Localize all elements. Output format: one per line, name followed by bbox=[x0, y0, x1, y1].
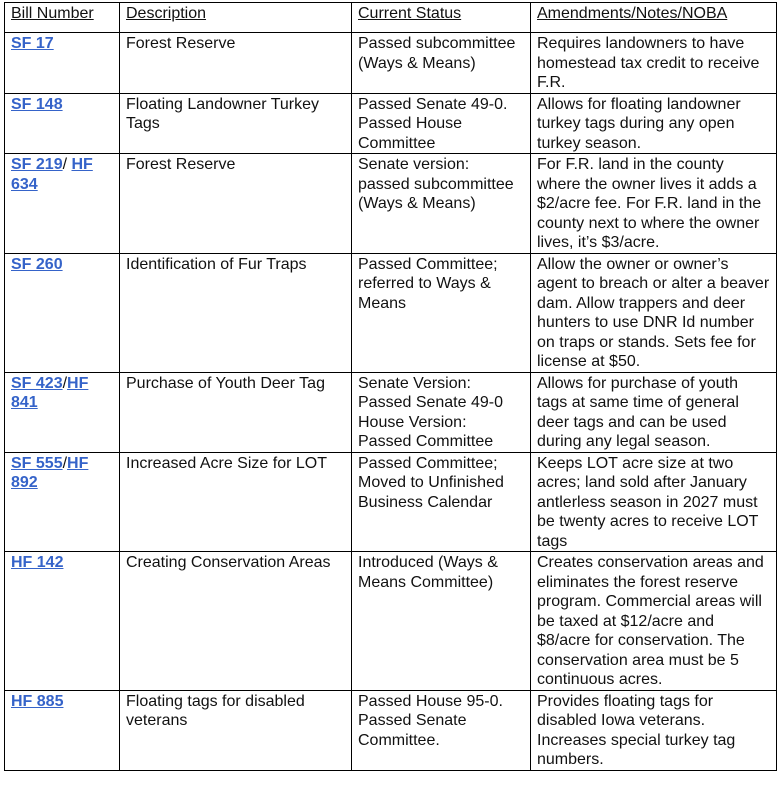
table-row bbox=[5, 690, 777, 770]
bill-link[interactable]: SF 219 bbox=[11, 156, 63, 173]
bill-separator: / bbox=[62, 454, 68, 472]
header-bill-number: Bill Number bbox=[5, 3, 120, 33]
header-current-status: Current Status bbox=[352, 3, 531, 33]
bill-link[interactable]: SF 260 bbox=[11, 255, 63, 273]
notes-cell: Allows for floating landowner turkey tags during any open turkey season. bbox=[531, 93, 777, 154]
description-cell: Increased Acre Size for LOT bbox=[120, 452, 352, 552]
status-cell: Senate version: passed subcommittee (Ways & Means) bbox=[352, 154, 531, 254]
bill-number-cell bbox=[5, 690, 120, 770]
notes-cell: Allow the owner or owner’s agent to breach or alter a beaver dam. Allow trappers and deer hunters to use DNR Id number on traps or stands. Sets fee for license at $50. bbox=[531, 253, 777, 372]
description-cell: Forest Reserve bbox=[120, 33, 352, 94]
bill-number-cell bbox=[5, 33, 120, 94]
bill-link[interactable]: SF 423 bbox=[11, 374, 63, 392]
bill-number-cell bbox=[5, 253, 120, 372]
status-cell: Passed Committee; Moved to Unfinished Business Calendar bbox=[352, 452, 531, 552]
table-row bbox=[5, 253, 777, 372]
status-cell: Passed Committee; referred to Ways & Means bbox=[352, 253, 531, 372]
bill-number-cell bbox=[5, 452, 120, 552]
header-notes: Amendments/Notes/NOBA bbox=[531, 3, 777, 33]
notes-cell: Keeps LOT acre size at two acres; land sold after January antlerless season in 2027 must be twenty acres to receive LOT tags bbox=[531, 452, 777, 552]
bill-link[interactable]: SF 148 bbox=[11, 95, 63, 113]
bill-link[interactable]: HF 885 bbox=[11, 692, 64, 710]
description-cell: Identification of Fur Traps bbox=[120, 253, 352, 372]
notes-cell: For F.R. land in the county where the owner lives it adds a $2/acre fee. For F.R. land in the county next to where the owner lives, it’s $3/acre. bbox=[531, 154, 777, 254]
status-cell: Passed subcommittee (Ways & Means) bbox=[352, 33, 531, 94]
bill-separator: / bbox=[62, 156, 72, 173]
table-row bbox=[5, 33, 777, 94]
description-cell: Floating tags for disabled veterans bbox=[120, 690, 352, 770]
bill-link[interactable]: HF 892 bbox=[11, 454, 89, 491]
notes-cell: Creates conservation areas and eliminates the forest reserve program. Commercial areas will be taxed at $12/acre and $8/acre for conservation. The conservation area must be 5 continuous acres. bbox=[531, 552, 777, 691]
description-cell: Creating Conservation Areas bbox=[120, 552, 352, 691]
bill-number-cell bbox=[5, 93, 120, 154]
table-row bbox=[5, 372, 777, 452]
header-description: Description bbox=[120, 3, 352, 33]
notes-cell: Provides floating tags for disabled Iowa veterans. Increases special turkey tag numbers. bbox=[531, 690, 777, 770]
status-cell: Passed Senate 49-0. Passed House Committee bbox=[352, 93, 531, 154]
bill-link[interactable]: SF 17 bbox=[11, 35, 54, 52]
notes-cell: Requires landowners to have homestead tax credit to receive F.R. bbox=[531, 33, 777, 94]
table-row bbox=[5, 552, 777, 691]
bill-number-cell bbox=[5, 372, 120, 452]
description-cell: Forest Reserve bbox=[120, 154, 352, 254]
bill-link[interactable]: HF 634 bbox=[11, 156, 93, 193]
table-row bbox=[5, 154, 777, 254]
table-row bbox=[5, 93, 777, 154]
bill-separator: / bbox=[62, 374, 68, 392]
bill-link[interactable]: SF 555 bbox=[11, 454, 63, 472]
table-row bbox=[5, 452, 777, 552]
status-cell: Passed House 95-0. Passed Senate Committee. bbox=[352, 690, 531, 770]
table-header-row bbox=[5, 3, 777, 33]
bill-link[interactable]: HF 841 bbox=[11, 374, 89, 411]
notes-cell: Allows for purchase of youth tags at same time of general deer tags and can be used during any legal season. bbox=[531, 372, 777, 452]
status-cell: Senate Version: Passed Senate 49-0 House Version: Passed Committee bbox=[352, 372, 531, 452]
bill-link[interactable]: HF 142 bbox=[11, 554, 64, 571]
bill-number-cell bbox=[5, 552, 120, 691]
description-cell: Floating Landowner Turkey Tags bbox=[120, 93, 352, 154]
legislation-table bbox=[4, 2, 777, 771]
bill-number-cell bbox=[5, 154, 120, 254]
status-cell: Introduced (Ways & Means Committee) bbox=[352, 552, 531, 691]
description-cell: Purchase of Youth Deer Tag bbox=[120, 372, 352, 452]
